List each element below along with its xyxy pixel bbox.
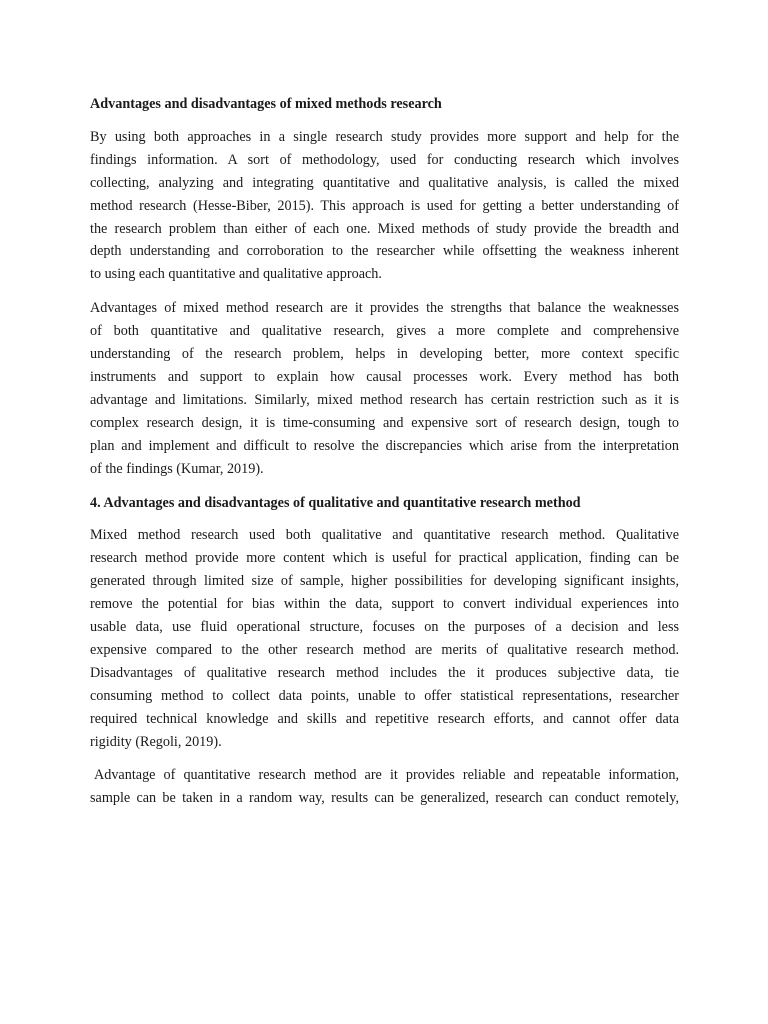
paragraph-mixed-methods-intro (90, 126, 679, 286)
paragraph-quantitative-method (90, 764, 679, 810)
text-line: the research problem than either of each one. Mixed methods of study provide the breadth and (90, 220, 679, 237)
paragraph-mixed-methods-advantages (90, 297, 679, 480)
text-line: remove the potential for bias within the data, support to convert individual experiences into (90, 596, 679, 613)
text-line: method research (Hesse-Biber, 2015). This approach is used for getting a better understanding of (90, 197, 679, 214)
text-line: Disadvantages of qualitative research method includes the it produces subjective data, tie (90, 664, 679, 681)
text-line: rigidity (Regoli, 2019). (90, 733, 222, 750)
text-line: usable data, use fluid operational structure, focuses on the purposes of a decision and less (90, 619, 679, 636)
text-line: Advantages of mixed method research are it provides the strengths that balance the weaknesses (90, 300, 679, 317)
text-line: collecting, analyzing and integrating quantitative and qualitative analysis, is called the mixed (90, 174, 679, 191)
text-line: plan and implement and difficult to resolve the discrepancies which arise from the interpretation (90, 437, 679, 454)
text-line: of both quantitative and qualitative research, gives a more complete and comprehensive (90, 323, 679, 340)
text-line: By using both approaches in a single research study provides more support and help for the (90, 128, 679, 145)
text-line: to using each quantitative and qualitative approach. (90, 266, 382, 283)
text-line: of the findings (Kumar, 2019). (90, 460, 264, 477)
paragraph-qualitative-method (90, 524, 679, 753)
text-line: sample can be taken in a random way, results can be generalized, research can conduct remotely, (90, 790, 679, 807)
text-line: research method provide more content which is useful for practical application, finding can be (90, 550, 679, 567)
text-line: required technical knowledge and skills and repetitive research efforts, and cannot offer data (90, 710, 679, 727)
text-line: advantage and limitations. Similarly, mixed method research has certain restriction such as it is (90, 391, 679, 408)
text-line: instruments and support to explain how causal processes work. Every method has both (90, 368, 679, 385)
text-line: generated through limited size of sample, higher possibilities for developing significant insights, (90, 573, 679, 590)
text-line: Mixed method research used both qualitative and quantitative research method. Qualitative (90, 527, 679, 544)
document-page (90, 93, 679, 821)
text-line: complex research design, it is time-consuming and expensive sort of research design, tough to (90, 414, 679, 431)
section-heading-mixed-methods: Advantages and disadvantages of mixed methods research (90, 96, 442, 112)
text-line: Advantage of quantitative research method are it provides reliable and repeatable information, (94, 767, 679, 784)
text-line: consuming method to collect data points, unable to offer statistical representations, researcher (90, 687, 679, 704)
text-line: understanding of the research problem, helps in developing better, more context specific (90, 346, 679, 363)
section-heading-qual-quant: 4. Advantages and disadvantages of qualitative and quantitative research method (90, 494, 581, 511)
text-line: findings information. A sort of methodology, used for conducting research which involves (90, 151, 679, 168)
text-line: depth understanding and corroboration to the researcher while offsetting the weakness inherent (90, 243, 679, 260)
text-line: expensive compared to the other research method are merits of qualitative research method. (90, 641, 679, 658)
